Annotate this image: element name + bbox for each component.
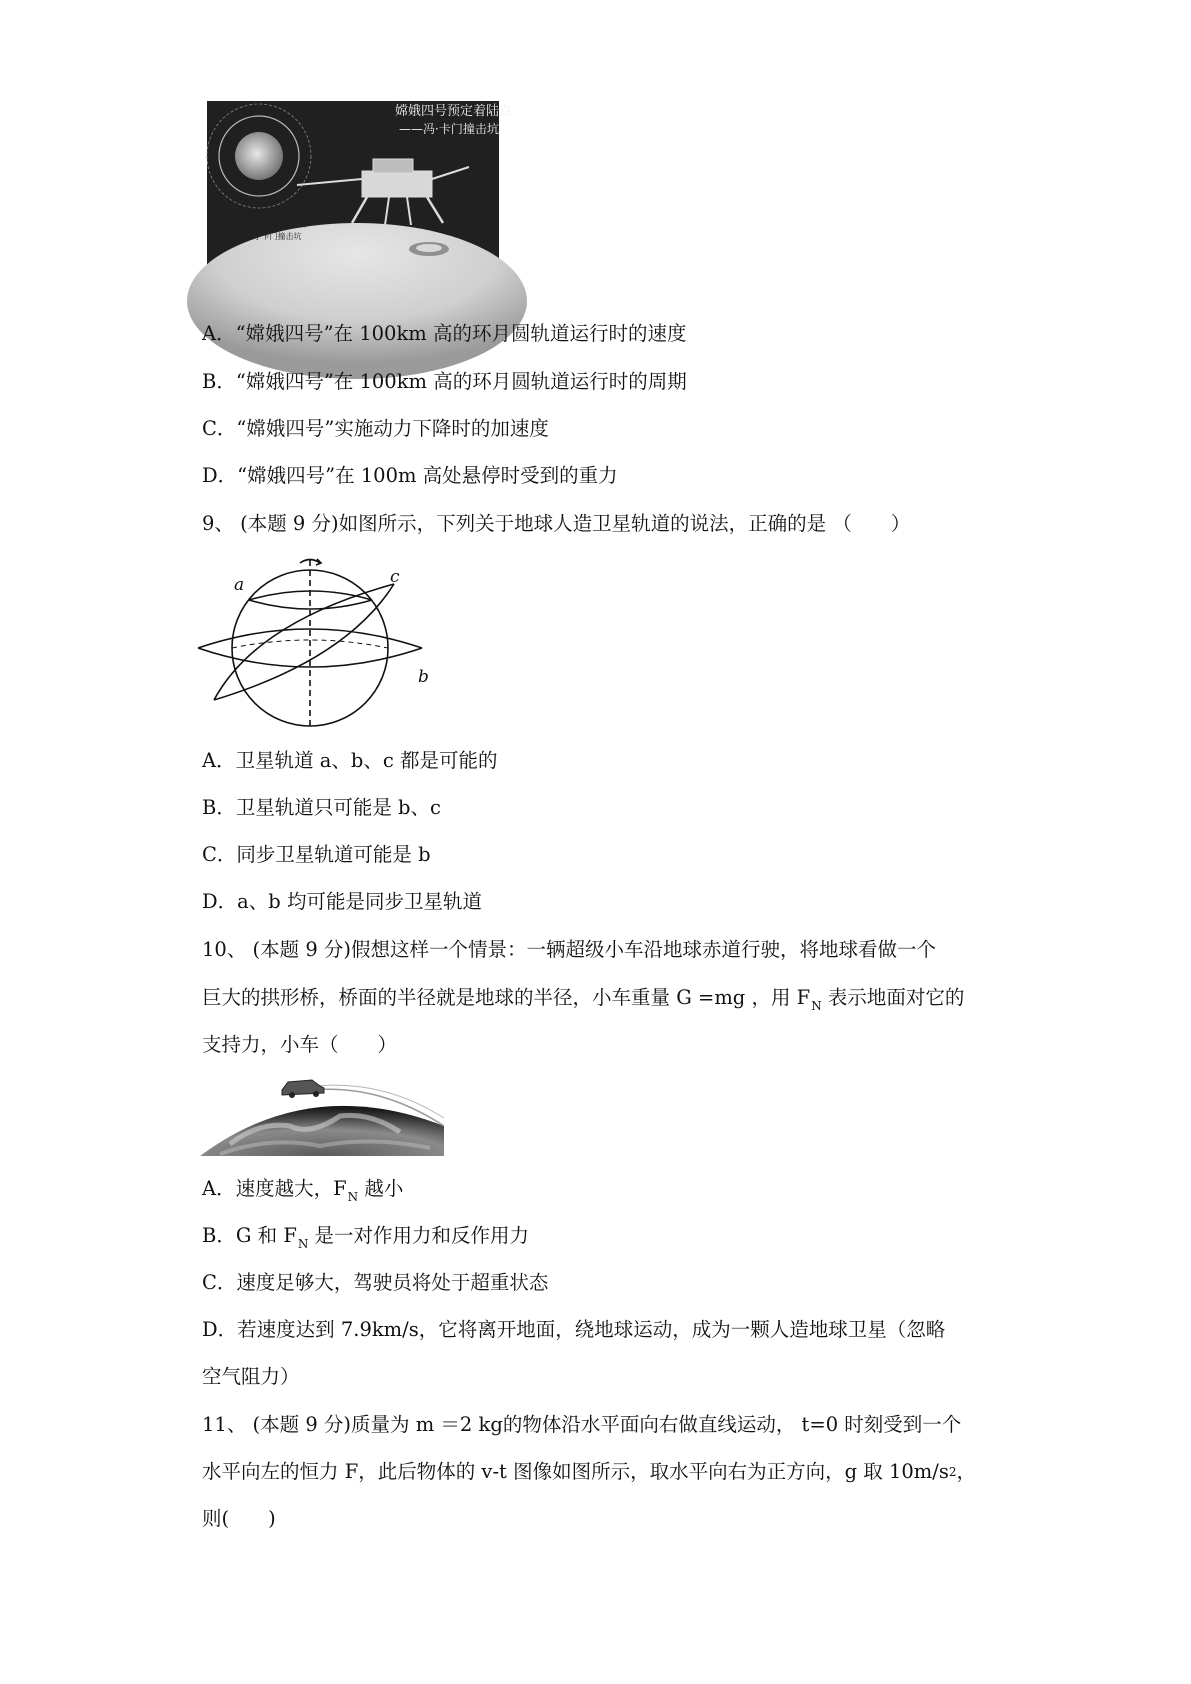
q9-option-d: D．a、b 均可能是同步卫星轨道 — [202, 890, 482, 913]
q9-option-c: C．同步卫星轨道可能是 b — [202, 843, 431, 866]
q8-option-c: C．“嫦娥四号”实施动力下降时的加速度 — [202, 417, 549, 440]
poster-title-line1: 嫦娥四号预定着陆点 — [395, 104, 513, 119]
change4-landing-figure — [207, 101, 513, 289]
q10-option-c: C．速度足够大，驾驶员将处于超重状态 — [202, 1271, 549, 1294]
q11-stem-line1: 11、 (本题 9 分)质量为 m ＝2 kg的物体沿水平面向右做直线运动， t=0 时刻受到一个 — [202, 1413, 962, 1436]
orbit-label-a: a — [234, 575, 245, 595]
q9-option-b: B．卫星轨道只可能是 b、c — [202, 796, 441, 819]
poster-title-line2: ——冯·卡门撞击坑 — [399, 122, 499, 136]
orbit-label-b: b — [418, 667, 429, 687]
earth-car-figure — [200, 1066, 444, 1156]
q11-stem-line2: 水平向左的恒力 F，此后物体的 v-t 图像如图所示，取水平向右为正方向，g 取 10m/s2， — [202, 1460, 976, 1483]
q8-option-a: A．“嫦娥四号”在 100km 高的环月圆轨道运行时的速度 — [202, 322, 687, 345]
q10-stem-line2: 巨大的拱形桥，桥面的半径就是地球的半径，小车重量 G =mg ，用 $F_N$ 表示地面对它的 — [202, 986, 965, 1013]
moon-label-line1: 月球背面着陆点 — [243, 220, 307, 230]
q10-stem-line1: 10、 (本题 9 分)假想这样一个情景：一辆超级小车沿地球赤道行驶，将地球看做一个 — [202, 938, 937, 961]
q10-stem-line3: 支持力，小车（ ） — [202, 1033, 398, 1056]
q10-option-d-line1: D．若速度达到 7.9km/s，它将离开地面，绕地球运动，成为一颗人造地球卫星（忽略 — [202, 1318, 946, 1341]
satellite-orbits-figure — [196, 552, 436, 730]
q8-option-b: B．“嫦娥四号”在 100km 高的环月圆轨道运行时的周期 — [202, 370, 687, 393]
q10-option-b: B．G 和 $F_N$ 是一对作用力和反作用力 — [202, 1224, 530, 1251]
orbit-label-c: c — [390, 567, 400, 587]
moon-label-line2: 冯·卡门撞击坑 — [251, 232, 302, 241]
q11-stem-line3: 则( ) — [202, 1507, 276, 1530]
q10-option-a: A．速度越大，$F_N$ 越小 — [202, 1177, 404, 1204]
q8-option-d: D．“嫦娥四号”在 100m 高处悬停时受到的重力 — [202, 464, 618, 487]
q9-stem: 9、 (本题 9 分)如图所示，下列关于地球人造卫星轨道的说法，正确的是 （ ） — [202, 512, 911, 535]
q9-option-a: A．卫星轨道 a、b、c 都是可能的 — [202, 749, 498, 772]
q10-option-d-line2: 空气阻力） — [202, 1365, 300, 1388]
